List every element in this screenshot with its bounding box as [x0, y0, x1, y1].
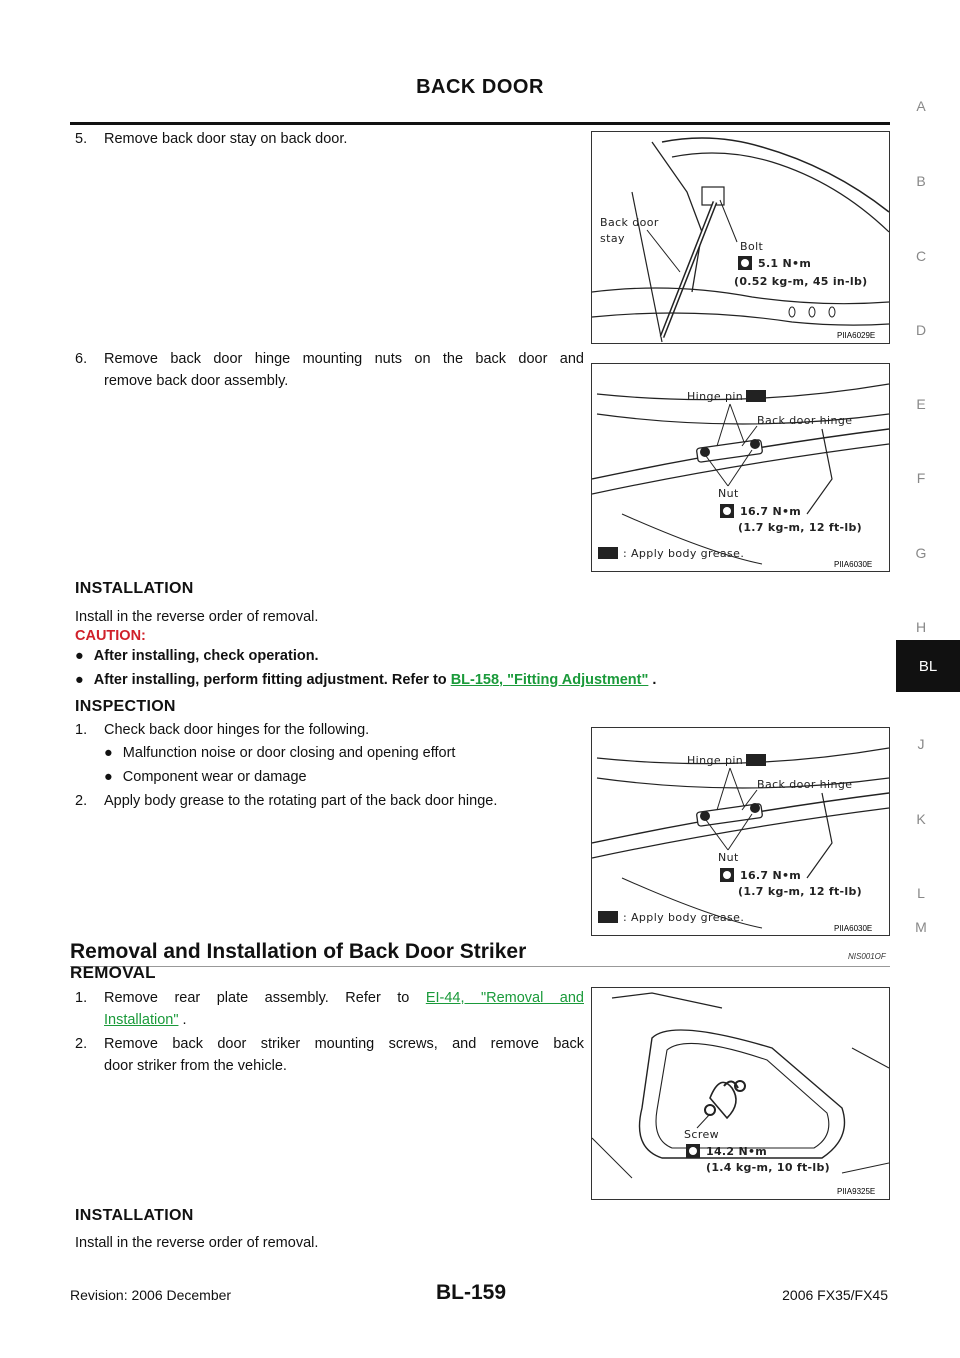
grease-icon	[746, 754, 766, 766]
label-hinge-pin: Hinge pin	[687, 390, 744, 403]
section-rule	[70, 966, 890, 967]
label-back-door-hinge: Back door hinge	[757, 414, 853, 427]
torque-value-imperial: (1.4 kg-m, 10 ft-lb)	[706, 1161, 830, 1174]
index-tab-b[interactable]: B	[916, 173, 926, 189]
caution-bullet-1: ● After installing, check operation.	[75, 648, 319, 664]
footer-model: 2006 FX35/FX45	[782, 1287, 888, 1303]
installation-heading: INSTALLATION	[75, 580, 194, 597]
torque-value-imperial: (0.52 kg-m, 45 in-lb)	[734, 275, 868, 288]
section-code: NIS001OF	[848, 952, 886, 961]
installation-2-text: Install in the reverse order of removal.	[75, 1235, 319, 1251]
torque-value-imperial: (1.7 kg-m, 12 ft-lb)	[738, 885, 862, 898]
legend-grease: : Apply body grease.	[623, 911, 745, 924]
figure-code: PIIA9325E	[837, 1187, 876, 1196]
grease-icon	[746, 390, 766, 402]
installation-text: Install in the reverse order of removal.	[75, 609, 319, 625]
index-tab-bl-active[interactable]: BL	[896, 640, 960, 692]
removal-step-2-line1: Remove back door striker mounting screws, and remove back	[104, 1036, 584, 1052]
bullet-icon: ●	[75, 648, 84, 664]
label-nut: Nut	[718, 487, 739, 500]
index-tab-k[interactable]: K	[916, 811, 926, 827]
grease-icon	[598, 547, 618, 559]
label-bolt: Bolt	[740, 240, 764, 253]
index-tab-c[interactable]: C	[915, 248, 927, 264]
caution-label: CAUTION:	[75, 628, 146, 644]
figure-code: PIIA6030E	[834, 924, 873, 933]
page-title: BACK DOOR	[416, 76, 544, 98]
index-tab-d[interactable]: D	[915, 322, 927, 338]
footer-revision: Revision: 2006 December	[70, 1287, 232, 1303]
torque-value-nm: 5.1 N•m	[758, 257, 812, 270]
removal-step-1-number: 1.	[75, 990, 88, 1006]
step-6-number: 6.	[75, 351, 88, 367]
figure-code: PIIA6030E	[834, 560, 873, 569]
label-screw: Screw	[684, 1128, 720, 1141]
index-tab-h[interactable]: H	[915, 619, 927, 635]
installation-2-heading: INSTALLATION	[75, 1207, 194, 1224]
inspection-step-1-number: 1.	[75, 722, 88, 738]
torque-value-nm: 14.2 N•m	[706, 1145, 768, 1158]
removal-step-1-line2: Installation" .	[104, 1012, 187, 1028]
index-tab-f[interactable]: F	[916, 470, 926, 486]
link-fitting-adjustment[interactable]: BL-158, "Fitting Adjustment"	[450, 672, 649, 688]
removal-heading: REMOVAL	[70, 963, 156, 982]
step-5-text: Remove back door stay on back door.	[104, 131, 348, 147]
inspection-step-2-text: Apply body grease to the rotating part of the back door hinge.	[104, 793, 498, 809]
torque-value-nm: 16.7 N•m	[740, 505, 802, 518]
link-removal-installation[interactable]: EI-44, "Removal and	[425, 990, 584, 1006]
label-hinge-pin: Hinge pin	[687, 754, 744, 767]
figure-back-door-stay	[591, 131, 890, 344]
link-removal-installation-cont[interactable]: Installation"	[104, 1012, 179, 1028]
step-6-text-line2: remove back door assembly.	[104, 373, 289, 389]
index-tab-j[interactable]: J	[917, 736, 925, 752]
inspection-step-1-text: Check back door hinges for the following.	[104, 722, 370, 738]
header-rule	[70, 122, 890, 125]
step-6-text-line1: Remove back door hinge mounting nuts on the back door and	[104, 351, 584, 367]
inspection-sub-1: ● Malfunction noise or door closing and opening effort	[104, 745, 456, 761]
footer-page-number: BL-159	[436, 1281, 507, 1304]
caution-bullet-2: ● After installing, perform fitting adjustment. Refer to BL-158, "Fitting Adjustment" .	[75, 672, 657, 688]
label-back-door-stay-2: stay	[600, 232, 625, 245]
index-tab-g[interactable]: G	[915, 545, 927, 561]
figure-code: PIIA6029E	[837, 331, 876, 340]
label-back-door-hinge: Back door hinge	[757, 778, 853, 791]
label-back-door-stay-1: Back door	[600, 216, 659, 229]
label-nut: Nut	[718, 851, 739, 864]
torque-value-nm: 16.7 N•m	[740, 869, 802, 882]
figure-back-door-hinge-inspection	[591, 727, 890, 936]
inspection-step-2-number: 2.	[75, 793, 88, 809]
bullet-icon: ●	[104, 745, 113, 761]
figure-back-door-striker	[591, 987, 890, 1200]
bullet-icon: ●	[75, 672, 84, 688]
removal-step-2-number: 2.	[75, 1036, 88, 1052]
step-5-number: 5.	[75, 131, 88, 147]
section-title-striker: Removal and Installation of Back Door Striker	[70, 940, 527, 963]
index-tab-e[interactable]: E	[916, 396, 926, 412]
removal-step-2-line2: door striker from the vehicle.	[104, 1058, 287, 1074]
figure-back-door-hinge	[591, 363, 890, 572]
removal-step-1-line1: Remove rear plate assembly. Refer to EI-44, "Removal and	[104, 990, 584, 1006]
index-tab-a[interactable]: A	[916, 98, 926, 114]
index-tab-l[interactable]: L	[917, 885, 925, 901]
index-tab-m[interactable]: M	[915, 919, 927, 935]
torque-value-imperial: (1.7 kg-m, 12 ft-lb)	[738, 521, 862, 534]
legend-grease: : Apply body grease.	[623, 547, 745, 560]
inspection-heading: INSPECTION	[75, 698, 176, 715]
inspection-sub-2: ● Component wear or damage	[104, 769, 307, 785]
bullet-icon: ●	[104, 769, 113, 785]
grease-icon	[598, 911, 618, 923]
